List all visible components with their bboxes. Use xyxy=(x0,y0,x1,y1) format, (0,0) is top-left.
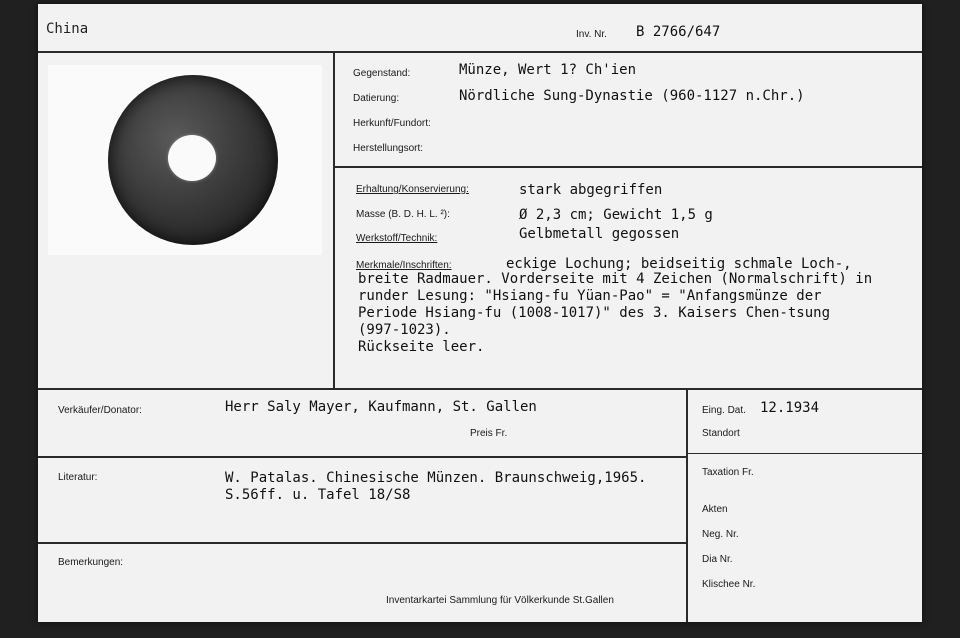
gegenstand-value: Münze, Wert 1? Ch'ien xyxy=(459,62,637,78)
literatur-line-2: S.56ff. u. Tafel 18/S8 xyxy=(225,487,411,503)
merkmale-text xyxy=(358,271,918,356)
merkmale-line: Periode Hsiang-fu (1008-1017)" des 3. Kaisers Chen-tsung xyxy=(358,305,831,321)
rule-main xyxy=(38,388,922,390)
seller-label: Verkäufer/Donator: xyxy=(58,405,142,416)
inventory-card xyxy=(38,4,922,622)
rule-photo-v xyxy=(333,52,335,388)
akten-label: Akten xyxy=(702,504,728,515)
standort-label: Standort xyxy=(702,428,740,439)
inv-number: B 2766/647 xyxy=(636,24,721,40)
literatur-line-1: W. Patalas. Chinesische Münzen. Braunschweig,1965. xyxy=(225,470,647,486)
masse-label: Masse (B. D. H. L. ²): xyxy=(356,209,450,220)
masse-value: Ø 2,3 cm; Gewicht 1,5 g xyxy=(519,207,713,223)
eing-dat-value: 12.1934 xyxy=(760,400,820,416)
rule-object xyxy=(333,166,922,168)
literatur-label: Literatur: xyxy=(58,472,98,483)
taxation-label: Taxation Fr. xyxy=(702,467,754,478)
rule-side-v xyxy=(686,389,688,622)
werkstoff-value: Gelbmetall gegossen xyxy=(519,226,680,242)
merkmale-line: (997-1023). xyxy=(358,322,451,338)
datierung-value: Nördliche Sung-Dynastie (960-1127 n.Chr.) xyxy=(459,88,805,104)
merkmale-line: runder Lesung: "Hsiang-fu Yüan-Pao" = "Anfangsmünze der xyxy=(358,288,822,304)
erhaltung-value: stark abgegriffen xyxy=(519,182,663,198)
gegenstand-label: Gegenstand: xyxy=(353,68,411,79)
merkmale-line-1: eckige Lochung; beidseitig schmale Loch-, xyxy=(506,256,852,272)
eing-dat-label: Eing. Dat. xyxy=(702,405,746,416)
rule-seller xyxy=(38,456,686,458)
coin-hole xyxy=(168,135,216,181)
merkmale-label: Merkmale/Inschriften: xyxy=(356,260,452,271)
klischee-nr-label: Klischee Nr. xyxy=(702,579,756,590)
preis-label: Preis Fr. xyxy=(470,428,508,439)
seller-value: Herr Saly Mayer, Kaufmann, St. Gallen xyxy=(225,399,537,415)
rule-literature xyxy=(38,542,686,544)
inv-label: Inv. Nr. xyxy=(576,29,607,40)
bemerkungen-label: Bemerkungen: xyxy=(58,557,124,568)
werkstoff-label: Werkstoff/Technik: xyxy=(356,233,438,244)
herkunft-label: Herkunft/Fundort: xyxy=(353,118,431,129)
card-footer: Inventarkartei Sammlung für Völkerkunde St.Gallen xyxy=(386,595,614,606)
herstellungsort-label: Herstellungsort: xyxy=(353,143,424,154)
erhaltung-label: Erhaltung/Konservierung: xyxy=(356,184,469,195)
merkmale-line: breite Radmauer. Vorderseite mit 4 Zeichen (Normalschrift) in xyxy=(358,271,873,287)
region-label: China xyxy=(46,21,89,37)
neg-nr-label: Neg. Nr. xyxy=(702,529,739,540)
coin-image xyxy=(108,75,278,245)
datierung-label: Datierung: xyxy=(353,93,400,104)
merkmale-line: Rückseite leer. xyxy=(358,339,485,355)
rule-header xyxy=(38,51,922,53)
coin-photo xyxy=(48,65,322,255)
dia-nr-label: Dia Nr. xyxy=(702,554,733,565)
rule-side xyxy=(686,453,922,454)
